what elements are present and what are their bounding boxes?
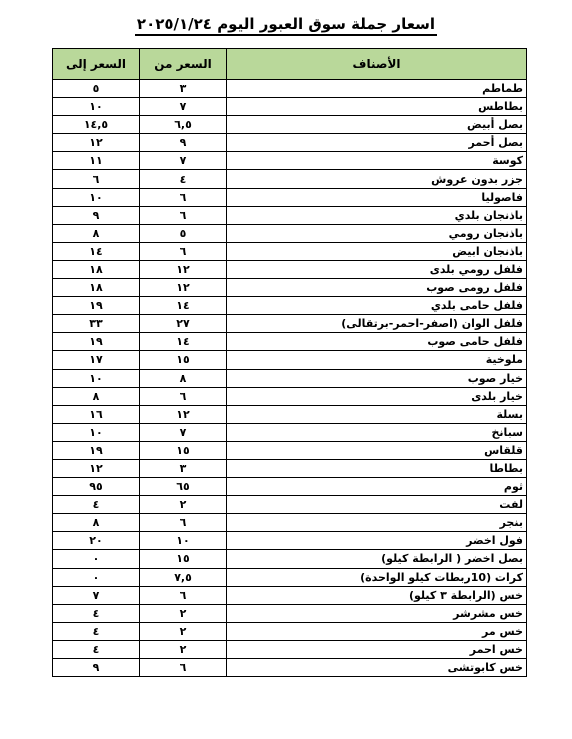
price-from-cell: ٧ <box>140 98 227 116</box>
price-to-cell: ١٨ <box>53 279 140 297</box>
price-from-cell: ٦٥ <box>140 478 227 496</box>
price-to-cell: ٨ <box>53 224 140 242</box>
table-row <box>53 242 527 260</box>
item-name-cell: فلفل حامى صوب <box>227 333 527 351</box>
item-name-cell: خيار بلدى <box>227 387 527 405</box>
price-from-cell: ٧ <box>140 152 227 170</box>
price-to-cell: ١٤,٥ <box>53 116 140 134</box>
table-row <box>53 514 527 532</box>
price-from-cell: ١٢ <box>140 405 227 423</box>
price-to-cell: ١٠ <box>53 369 140 387</box>
price-from-cell: ١٥ <box>140 550 227 568</box>
table-row <box>53 297 527 315</box>
item-name-cell: فلفل حامى بلدي <box>227 297 527 315</box>
price-from-cell: ٩ <box>140 134 227 152</box>
price-to-cell: ١٧ <box>53 351 140 369</box>
table-row <box>53 134 527 152</box>
item-name-cell: فلفل رومى صوب <box>227 279 527 297</box>
table-row <box>53 496 527 514</box>
table-row <box>53 170 527 188</box>
price-to-cell: ٢٠ <box>53 532 140 550</box>
price-from-cell: ٦ <box>140 387 227 405</box>
price-to-cell: ١٩ <box>53 441 140 459</box>
price-from-cell: ٣ <box>140 80 227 98</box>
item-name-cell: خس مر <box>227 622 527 640</box>
price-to-cell: ١٠ <box>53 188 140 206</box>
table-row <box>53 333 527 351</box>
table-row <box>53 369 527 387</box>
column-header-price-to: السعر إلى <box>53 49 140 80</box>
table-row <box>53 116 527 134</box>
table-row <box>53 423 527 441</box>
table-row <box>53 206 527 224</box>
price-to-cell: ١٩ <box>53 297 140 315</box>
item-name-cell: بطاطا <box>227 459 527 477</box>
table-row <box>53 478 527 496</box>
table-row <box>53 98 527 116</box>
price-from-cell: ١٥ <box>140 441 227 459</box>
table-row <box>53 315 527 333</box>
item-name-cell: بصل اخضر ( الرابطة كيلو) <box>227 550 527 568</box>
table-row <box>53 640 527 658</box>
item-name-cell: خس كابوتشى <box>227 659 527 677</box>
price-from-cell: ٦ <box>140 514 227 532</box>
price-from-cell: ١٤ <box>140 333 227 351</box>
price-from-cell: ٣ <box>140 459 227 477</box>
item-name-cell: طماطم <box>227 80 527 98</box>
table-row <box>53 188 527 206</box>
price-to-cell: ٠ <box>53 550 140 568</box>
item-name-cell: باذنجان ابيض <box>227 242 527 260</box>
table-row <box>53 260 527 278</box>
item-name-cell: لفت <box>227 496 527 514</box>
price-from-cell: ٦ <box>140 206 227 224</box>
table-row <box>53 152 527 170</box>
price-from-cell: ٢ <box>140 640 227 658</box>
table-row <box>53 586 527 604</box>
price-to-cell: ٨ <box>53 387 140 405</box>
table-row <box>53 459 527 477</box>
price-to-cell: ١٨ <box>53 260 140 278</box>
price-to-cell: ١٤ <box>53 242 140 260</box>
price-from-cell: ١٠ <box>140 532 227 550</box>
item-name-cell: بصل أحمر <box>227 134 527 152</box>
item-name-cell: باذنجان بلدي <box>227 206 527 224</box>
page-title-wrap <box>0 14 572 36</box>
item-name-cell: خس مشرشر <box>227 604 527 622</box>
price-table <box>52 48 527 677</box>
price-to-cell: ١٢ <box>53 134 140 152</box>
price-from-cell: ٧,٥ <box>140 568 227 586</box>
price-to-cell: ٥ <box>53 80 140 98</box>
item-name-cell: سبانخ <box>227 423 527 441</box>
price-from-cell: ٢٧ <box>140 315 227 333</box>
item-name-cell: خس احمر <box>227 640 527 658</box>
price-to-cell: ١٠ <box>53 423 140 441</box>
item-name-cell: فلفل الوان (اصفر-احمر-برتقالى) <box>227 315 527 333</box>
table-row <box>53 568 527 586</box>
table-row <box>53 659 527 677</box>
price-from-cell: ٤ <box>140 170 227 188</box>
price-to-cell: ٤ <box>53 604 140 622</box>
price-from-cell: ١٥ <box>140 351 227 369</box>
item-name-cell: بنجر <box>227 514 527 532</box>
table-row <box>53 550 527 568</box>
table-row <box>53 80 527 98</box>
price-to-cell: ٦ <box>53 170 140 188</box>
table-row <box>53 622 527 640</box>
item-name-cell: بطاطس <box>227 98 527 116</box>
price-to-cell: ١٠ <box>53 98 140 116</box>
table-row <box>53 441 527 459</box>
price-to-cell: ١١ <box>53 152 140 170</box>
price-to-cell: ٩ <box>53 206 140 224</box>
price-from-cell: ٢ <box>140 604 227 622</box>
price-from-cell: ٦ <box>140 242 227 260</box>
price-from-cell: ٦,٥ <box>140 116 227 134</box>
price-from-cell: ٢ <box>140 622 227 640</box>
item-name-cell: خيار صوب <box>227 369 527 387</box>
price-from-cell: ٥ <box>140 224 227 242</box>
item-name-cell: خس (الرابطة ٣ كيلو) <box>227 586 527 604</box>
price-to-cell: ١٦ <box>53 405 140 423</box>
price-from-cell: ٦ <box>140 188 227 206</box>
item-name-cell: فلفل رومي بلدى <box>227 260 527 278</box>
table-row <box>53 224 527 242</box>
price-from-cell: ٧ <box>140 423 227 441</box>
column-header-item: الأصناف <box>227 49 527 80</box>
table-row <box>53 532 527 550</box>
item-name-cell: بصل أبيض <box>227 116 527 134</box>
item-name-cell: بسلة <box>227 405 527 423</box>
price-to-cell: ٣٣ <box>53 315 140 333</box>
page-title: اسعار جملة سوق العبور اليوم ٢٠٢٥/١/٢٤ <box>135 15 437 36</box>
price-to-cell: ١٢ <box>53 459 140 477</box>
item-name-cell: كوسة <box>227 152 527 170</box>
price-to-cell: ١٩ <box>53 333 140 351</box>
price-to-cell: ٧ <box>53 586 140 604</box>
price-to-cell: ٤ <box>53 496 140 514</box>
table-row <box>53 405 527 423</box>
item-name-cell: ثوم <box>227 478 527 496</box>
price-from-cell: ١٤ <box>140 297 227 315</box>
price-from-cell: ٦ <box>140 586 227 604</box>
price-to-cell: ٠ <box>53 568 140 586</box>
price-from-cell: ١٢ <box>140 260 227 278</box>
item-name-cell: قلقاس <box>227 441 527 459</box>
price-to-cell: ٩٥ <box>53 478 140 496</box>
item-name-cell: كرات (10ربطات كيلو الواحدة) <box>227 568 527 586</box>
price-from-cell: ٨ <box>140 369 227 387</box>
table-row <box>53 604 527 622</box>
item-name-cell: فول اخضر <box>227 532 527 550</box>
table-header-row <box>53 49 527 80</box>
price-to-cell: ٩ <box>53 659 140 677</box>
price-from-cell: ٢ <box>140 496 227 514</box>
item-name-cell: فاصوليا <box>227 188 527 206</box>
column-header-price-from: السعر من <box>140 49 227 80</box>
table-row <box>53 351 527 369</box>
item-name-cell: جزر بدون عروش <box>227 170 527 188</box>
table-row <box>53 387 527 405</box>
table-row <box>53 279 527 297</box>
item-name-cell: باذنجان رومي <box>227 224 527 242</box>
price-to-cell: ٤ <box>53 640 140 658</box>
price-to-cell: ٤ <box>53 622 140 640</box>
item-name-cell: ملوخية <box>227 351 527 369</box>
price-from-cell: ١٢ <box>140 279 227 297</box>
price-from-cell: ٦ <box>140 659 227 677</box>
price-to-cell: ٨ <box>53 514 140 532</box>
